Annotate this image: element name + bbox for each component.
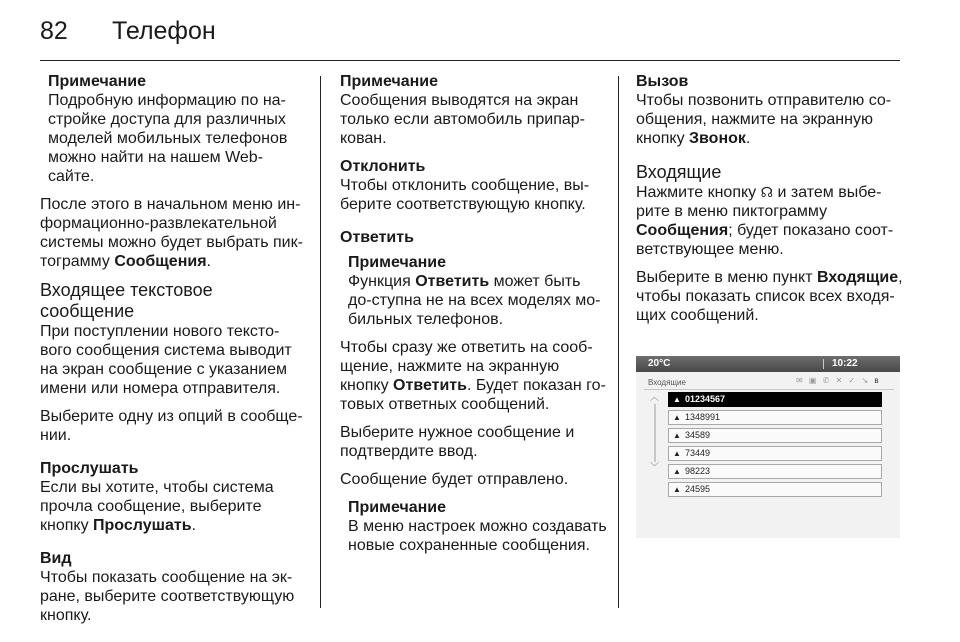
- message-sender: 98223: [685, 466, 711, 476]
- bold-term: Сообщения: [636, 222, 729, 239]
- term-listen: Прослушать: [40, 460, 139, 477]
- message-sender: 1348991: [685, 412, 721, 422]
- note: [340, 253, 608, 329]
- paragraph-end: .: [206, 253, 211, 270]
- inbox-message-list: [668, 392, 882, 500]
- definition-text: Чтобы позвонить отправителю со-общения, нажмите на экранную кнопку: [636, 92, 892, 147]
- temperature-readout: 20°C: [648, 358, 671, 369]
- column-1: [40, 72, 308, 625]
- note-body: [348, 272, 608, 329]
- definition-listen: [40, 459, 308, 535]
- section-heading: Входящее текстовое сообщение: [40, 280, 213, 321]
- column-3: [636, 72, 904, 334]
- paragraph: При поступлении нового тексто-вого сообщения система выводит на экран сообщение с указанием имени или номера отправителя.: [40, 323, 292, 397]
- phone-icon: ☊: [760, 184, 774, 200]
- infotainment-screen: [636, 356, 900, 538]
- paragraph: Выберите одну из опций в сообще-нии.: [40, 408, 303, 444]
- paragraph-text: Нажмите кнопку: [636, 184, 761, 201]
- note-text: Функция: [348, 273, 416, 290]
- column-divider-1: [320, 76, 321, 608]
- definition-end: .: [191, 517, 196, 534]
- note-body: Подробную информацию по на-стройке доступа для различных моделей мобильных телефонов можно найти на нашем Web-сайте.: [48, 92, 288, 185]
- paragraph-text: После этого в начальном меню ин-формационно-развлекательной системы можно будет выбрать пик-тограмму: [40, 196, 303, 270]
- page-number: 82: [40, 17, 68, 45]
- paragraph-text: ; будет показано соот-ветствующее меню.: [636, 222, 894, 258]
- message-icon: ▲: [673, 431, 681, 440]
- scroll-down-icon[interactable]: ﹀: [650, 462, 660, 472]
- paragraph-text: . Будет показан го-товых ответных сообщений.: [340, 377, 606, 413]
- status-icons-row: ✉ ▣ ✆ ✕ ✓ ↘: [796, 376, 871, 385]
- paragraph: [40, 195, 308, 271]
- definition-call: [636, 72, 904, 148]
- paragraph: [340, 338, 608, 414]
- message-sender: 73449: [685, 448, 711, 458]
- definition-end: .: [745, 130, 751, 147]
- bluetooth-icon: ʙ: [874, 376, 881, 385]
- message-row[interactable]: [668, 464, 882, 479]
- paragraph: Сообщение будет отправлено.: [340, 471, 569, 488]
- message-icon: ▲: [673, 395, 681, 404]
- bold-term: Входящие: [816, 269, 899, 286]
- note-text: может быть до-ступна не на всех моделях мо-бильных телефонов.: [348, 273, 601, 328]
- bold-term: Прослушать: [93, 517, 192, 534]
- status-separator: [823, 359, 824, 369]
- note-title: Примечание: [340, 73, 439, 90]
- note-title: Примечание: [348, 499, 447, 516]
- term-decline: Отклонить: [340, 158, 426, 175]
- paragraph: [636, 268, 904, 325]
- paragraph-text: Выберите в меню пункт: [636, 269, 817, 286]
- bold-term: Сообщения: [114, 253, 207, 270]
- definition-view: [40, 549, 308, 625]
- definition-text: Чтобы показать сообщение на эк-ране, выберите соответствующую кнопку.: [40, 569, 295, 624]
- message-sender: 34589: [685, 430, 711, 440]
- message-icon: ▲: [673, 485, 681, 494]
- term-reply: Ответить: [340, 229, 414, 246]
- screen-status-bar: [636, 356, 900, 372]
- paragraph-text: Чтобы сразу же ответить на сооб-щение, нажмите на экранную кнопку: [340, 339, 593, 394]
- term-view: Вид: [40, 550, 72, 567]
- message-sender: 01234567: [685, 394, 726, 404]
- paragraph: [636, 183, 904, 259]
- section-heading: Входящие: [636, 162, 722, 182]
- message-row[interactable]: [668, 482, 882, 497]
- message-row[interactable]: [668, 410, 882, 425]
- note: [340, 72, 608, 148]
- paragraph: Выберите нужное сообщение и подтвердите ввод.: [340, 424, 575, 460]
- column-divider-2: [618, 76, 619, 608]
- note: [340, 498, 608, 555]
- message-icon: ▲: [673, 449, 681, 458]
- definition-decline: [340, 157, 608, 214]
- term-call: Вызов: [636, 73, 689, 90]
- note-body: Сообщения выводятся на экран только если автомобиль припар-кован.: [340, 92, 586, 147]
- header-rule: [40, 60, 900, 61]
- definition-reply: [340, 228, 608, 247]
- message-icon: ▲: [673, 413, 681, 422]
- column-2: [340, 72, 608, 564]
- page-header: [0, 0, 960, 60]
- paragraph-text: и затем выбе-рите в меню пиктограмму: [636, 184, 882, 220]
- definition-text: Чтобы отклонить сообщение, вы-берите соответствующую кнопку.: [340, 177, 590, 213]
- bold-term: Ответить: [415, 273, 490, 290]
- screen-title: Входящие: [648, 378, 686, 387]
- note-title: Примечание: [348, 254, 447, 271]
- clock-readout: 10:22: [832, 358, 858, 369]
- definition-text: Если вы хотите, чтобы система прочла сообщение, выберите кнопку: [40, 479, 274, 534]
- message-sender: 24595: [685, 484, 711, 494]
- note-title: Примечание: [48, 73, 147, 90]
- scrollbar-track[interactable]: [654, 404, 656, 462]
- bold-term: Звонок: [689, 130, 746, 147]
- note-body: В меню настроек можно создавать новые сохраненные сообщения.: [348, 518, 607, 554]
- message-row[interactable]: [668, 392, 882, 407]
- status-icons: [796, 376, 881, 385]
- message-row[interactable]: [668, 428, 882, 443]
- message-icon: ▲: [673, 467, 681, 476]
- screen-divider: [644, 389, 894, 390]
- scroll-up-icon[interactable]: ︿: [650, 392, 660, 402]
- page-title: Телефон: [112, 17, 216, 45]
- paragraph-text: , чтобы показать список всех входя-щих сообщений.: [636, 269, 903, 324]
- message-row[interactable]: [668, 446, 882, 461]
- note: [40, 72, 308, 186]
- bold-term: Ответить: [393, 377, 467, 394]
